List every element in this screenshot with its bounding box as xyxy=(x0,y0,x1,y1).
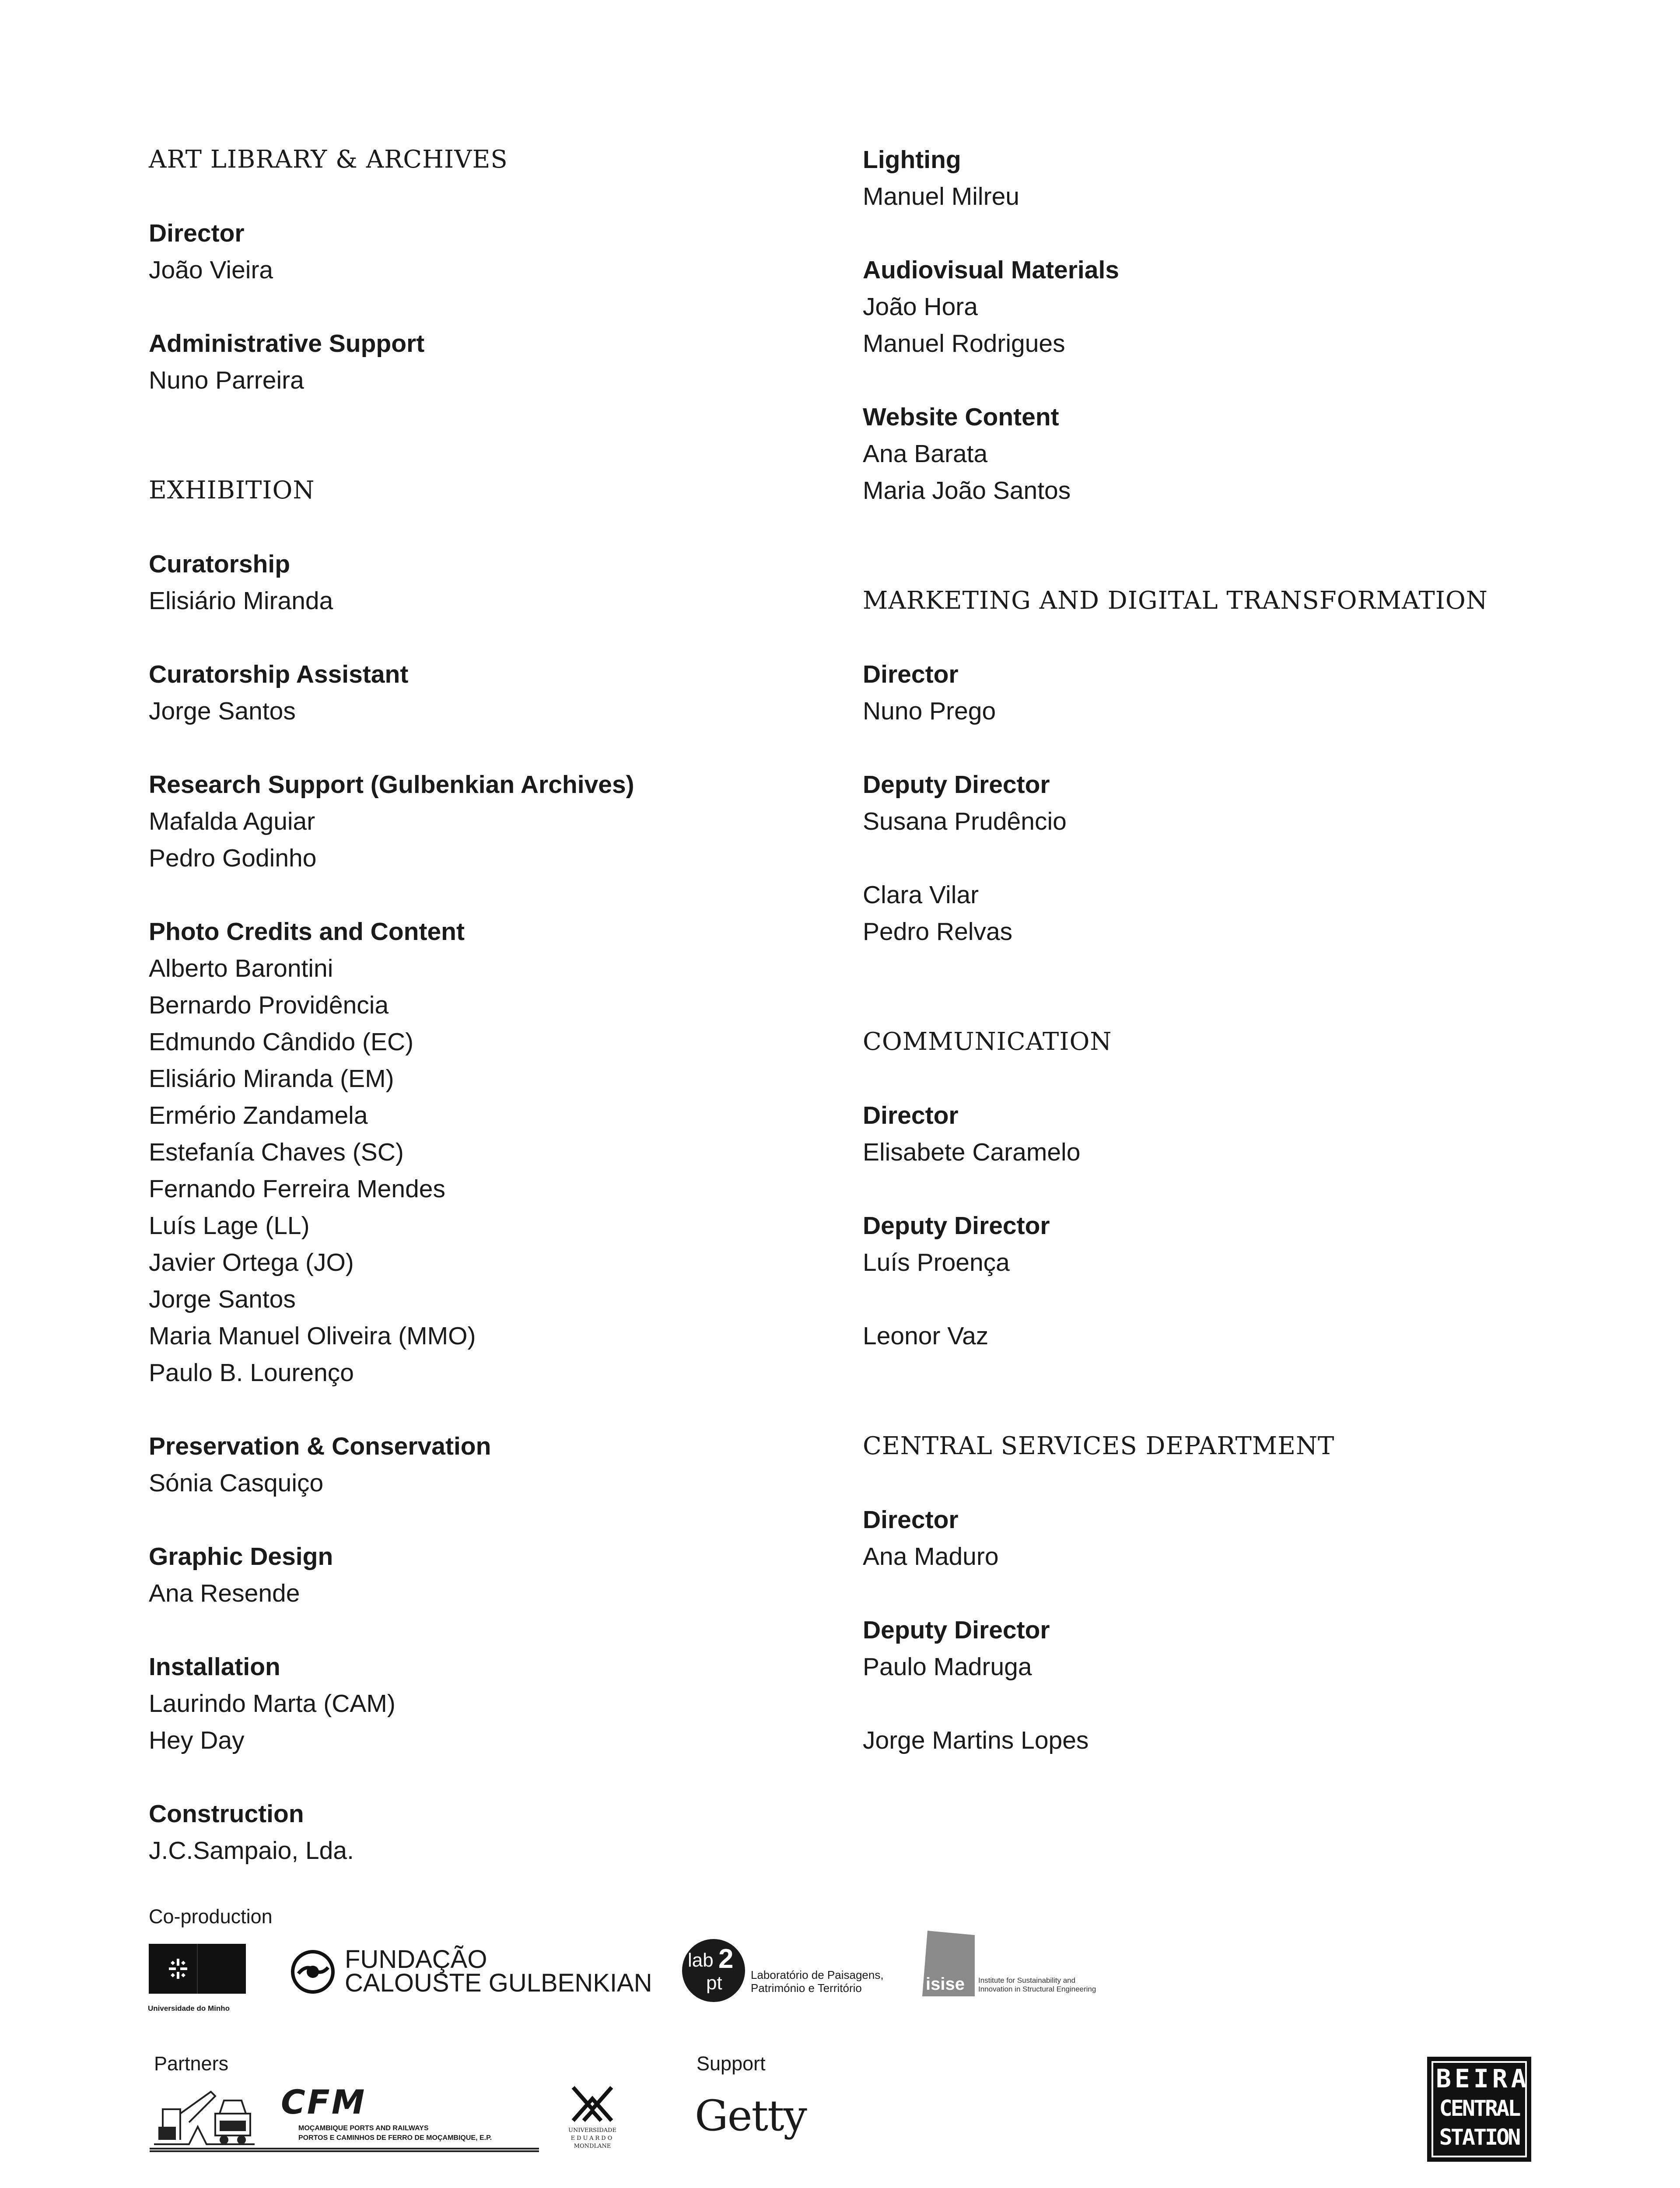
credit-name: Manuel Rodrigues xyxy=(863,330,1065,358)
section-spacer xyxy=(863,950,1580,987)
credit-role: Website Content xyxy=(863,403,1059,431)
credit-group xyxy=(863,877,1580,950)
credit-role: Construction xyxy=(149,1800,304,1828)
credit-name: Laurindo Marta (CAM) xyxy=(149,1690,396,1718)
isise-line2: Innovation in Structural Engineering xyxy=(978,1985,1096,1993)
credit-name: Ana Maduro xyxy=(863,1543,999,1571)
credit-name: João Hora xyxy=(863,293,978,321)
section-spacer xyxy=(863,1391,1580,1428)
credit-role: Director xyxy=(863,1506,959,1534)
credit-group xyxy=(863,1097,1580,1171)
credit-name: Pedro Godinho xyxy=(149,844,317,872)
credit-group xyxy=(149,913,831,1391)
uminho-logo xyxy=(148,1943,248,2022)
credit-group xyxy=(149,766,831,877)
isise-line1: Institute for Sustainability and xyxy=(978,1976,1076,1985)
gulbenkian-logo xyxy=(289,1945,652,1997)
credit-role: Deputy Director xyxy=(863,1616,1050,1644)
credit-group xyxy=(863,1207,1580,1281)
credit-group xyxy=(863,252,1580,362)
isise-logo xyxy=(922,1931,1115,2005)
credit-role: Director xyxy=(863,660,959,688)
section-title: MARKETING AND DIGITAL TRANSFORMATION xyxy=(863,586,1488,615)
credit-name: Nuno Prego xyxy=(863,697,996,725)
credit-name: Clara Vilar xyxy=(863,881,979,909)
beira-central-station-logo xyxy=(1427,2057,1531,2162)
credit-name: Mafalda Aguiar xyxy=(149,807,315,835)
getty-logo: Getty xyxy=(695,2091,806,2140)
uem-emblem xyxy=(566,2083,619,2125)
credit-group xyxy=(149,656,831,729)
gulbenkian-emblem-icon xyxy=(289,1946,337,1995)
credit-name: Ermério Zandamela xyxy=(149,1101,368,1129)
credits-section xyxy=(863,582,1580,950)
credit-name: Nuno Parreira xyxy=(149,366,304,394)
credit-name: Luís Lage (LL) xyxy=(149,1212,310,1240)
beira-line3: STATION xyxy=(1439,2125,1519,2150)
credits-section xyxy=(863,1024,1580,1354)
beira-line1: BEIRA xyxy=(1436,2064,1530,2093)
section-spacer xyxy=(863,987,1580,1024)
credit-role: Lighting xyxy=(863,146,961,174)
credit-group xyxy=(863,1612,1580,1685)
credit-group xyxy=(149,546,831,619)
credit-role: Installation xyxy=(149,1653,280,1681)
credit-group xyxy=(863,766,1580,840)
cfm-line2: PORTOS E CAMINHOS DE FERRO DE MOÇAMBIQUE, E.P. xyxy=(298,2134,492,2142)
cfm-mark: CFM xyxy=(281,2083,367,2121)
section-spacer xyxy=(149,399,831,435)
credit-group xyxy=(149,1538,831,1612)
credit-name: Bernardo Providência xyxy=(149,991,389,1019)
credit-group xyxy=(149,1795,831,1869)
section-title: ART LIBRARY & ARCHIVES xyxy=(149,145,508,174)
section-spacer xyxy=(863,546,1580,582)
cfm-line1: MOÇAMBIQUE PORTS AND RAILWAYS xyxy=(298,2125,429,2132)
credit-name: Sónia Casquiço xyxy=(149,1469,324,1497)
support-label: Support xyxy=(696,2052,766,2075)
credit-name: Elisiário Miranda xyxy=(149,587,333,615)
uem-line2: EDUARDO xyxy=(570,2135,614,2142)
credit-group xyxy=(863,141,1580,215)
credit-name: João Vieira xyxy=(149,256,273,284)
credit-role: Director xyxy=(863,1101,959,1129)
credit-group xyxy=(149,325,831,399)
credit-name: Ana Resende xyxy=(149,1579,300,1607)
credit-group xyxy=(863,1318,1580,1354)
credit-name: Javier Ortega (JO) xyxy=(149,1248,354,1276)
credit-name: Jorge Martins Lopes xyxy=(863,1726,1089,1754)
credit-name: Jorge Santos xyxy=(149,1285,296,1313)
uminho-caption: Universidade do Minho xyxy=(148,2004,230,2013)
credits-section xyxy=(149,472,831,1869)
section-title: EXHIBITION xyxy=(149,476,315,505)
cfm-logo xyxy=(150,2083,543,2153)
beira-line2: CENTRAL xyxy=(1439,2096,1519,2121)
credit-role: Administrative Support xyxy=(149,330,425,358)
credits-section xyxy=(149,141,831,399)
section-title: COMMUNICATION xyxy=(863,1027,1112,1056)
isise-mark: isise xyxy=(926,1974,965,1994)
credit-name: Ana Barata xyxy=(863,440,988,468)
credit-name: Jorge Santos xyxy=(149,697,296,725)
credit-name: Elisabete Caramelo xyxy=(863,1138,1081,1166)
credit-name: Edmundo Cândido (EC) xyxy=(149,1028,414,1056)
credit-group xyxy=(863,399,1580,509)
credit-name: Luís Proença xyxy=(863,1248,1010,1276)
credit-role: Director xyxy=(149,219,245,247)
credit-name: Alberto Barontini xyxy=(149,954,333,982)
credit-role: Audiovisual Materials xyxy=(863,256,1120,284)
credit-role: Graphic Design xyxy=(149,1543,333,1571)
credit-group xyxy=(863,656,1580,729)
credit-group xyxy=(863,1501,1580,1575)
credit-role: Deputy Director xyxy=(863,1212,1050,1240)
lab2pt-logo xyxy=(681,1938,900,2008)
credit-name: Elisiário Miranda (EM) xyxy=(149,1065,394,1093)
lab2pt-line1: Laboratório de Paisagens, xyxy=(751,1968,884,1981)
credit-name: Estefanía Chaves (SC) xyxy=(149,1138,404,1166)
credit-name: Maria Manuel Oliveira (MMO) xyxy=(149,1322,476,1350)
credits-section xyxy=(863,1428,1580,1759)
credit-name: J.C.Sampaio, Lda. xyxy=(149,1837,354,1865)
credit-group xyxy=(149,215,831,288)
lab2pt-mark-pt: pt xyxy=(706,1972,722,1994)
section-spacer xyxy=(863,1354,1580,1391)
credit-name: Leonor Vaz xyxy=(863,1322,989,1350)
uem-logo xyxy=(564,2083,621,2157)
credit-role: Curatorship xyxy=(149,550,290,578)
section-spacer xyxy=(149,435,831,472)
lab2pt-mark-lab: lab xyxy=(688,1950,714,1971)
credit-name: Pedro Relvas xyxy=(863,918,1013,946)
credit-role: Research Support (Gulbenkian Archives) xyxy=(149,771,634,799)
section-title: CENTRAL SERVICES DEPARTMENT xyxy=(863,1432,1335,1460)
gulbenkian-line1: FUNDAÇÃO xyxy=(345,1945,487,1974)
credit-name: Paulo Madruga xyxy=(863,1653,1032,1681)
lab2pt-mark-2: 2 xyxy=(718,1944,734,1974)
credit-role: Preservation & Conservation xyxy=(149,1432,491,1460)
credit-role: Curatorship Assistant xyxy=(149,660,409,688)
uem-line3: MONDLANE xyxy=(574,2143,611,2149)
credit-role: Photo Credits and Content xyxy=(149,918,465,946)
right-column xyxy=(863,141,1580,1759)
left-column xyxy=(149,141,831,1869)
coproduction-label: Co-production xyxy=(149,1905,273,1928)
credit-group xyxy=(149,1428,831,1501)
lab2pt-line2: Património e Território xyxy=(751,1981,862,1995)
credit-name: Hey Day xyxy=(149,1726,245,1754)
gulbenkian-line2: CALOUSTE GULBENKIAN xyxy=(345,1969,652,1997)
credit-name: Susana Prudêncio xyxy=(863,807,1067,835)
credits-section xyxy=(863,141,1580,509)
credit-name: Paulo B. Lourenço xyxy=(149,1359,354,1387)
uem-line1: UNIVERSIDADE xyxy=(568,2127,616,2134)
partners-label: Partners xyxy=(154,2052,229,2075)
credit-group xyxy=(863,1722,1580,1759)
credit-name: Maria João Santos xyxy=(863,477,1071,505)
section-spacer xyxy=(863,509,1580,546)
credit-group xyxy=(149,1648,831,1759)
credit-name: Manuel Milreu xyxy=(863,182,1019,210)
credit-role: Deputy Director xyxy=(863,771,1050,799)
credit-name: Fernando Ferreira Mendes xyxy=(149,1175,445,1203)
